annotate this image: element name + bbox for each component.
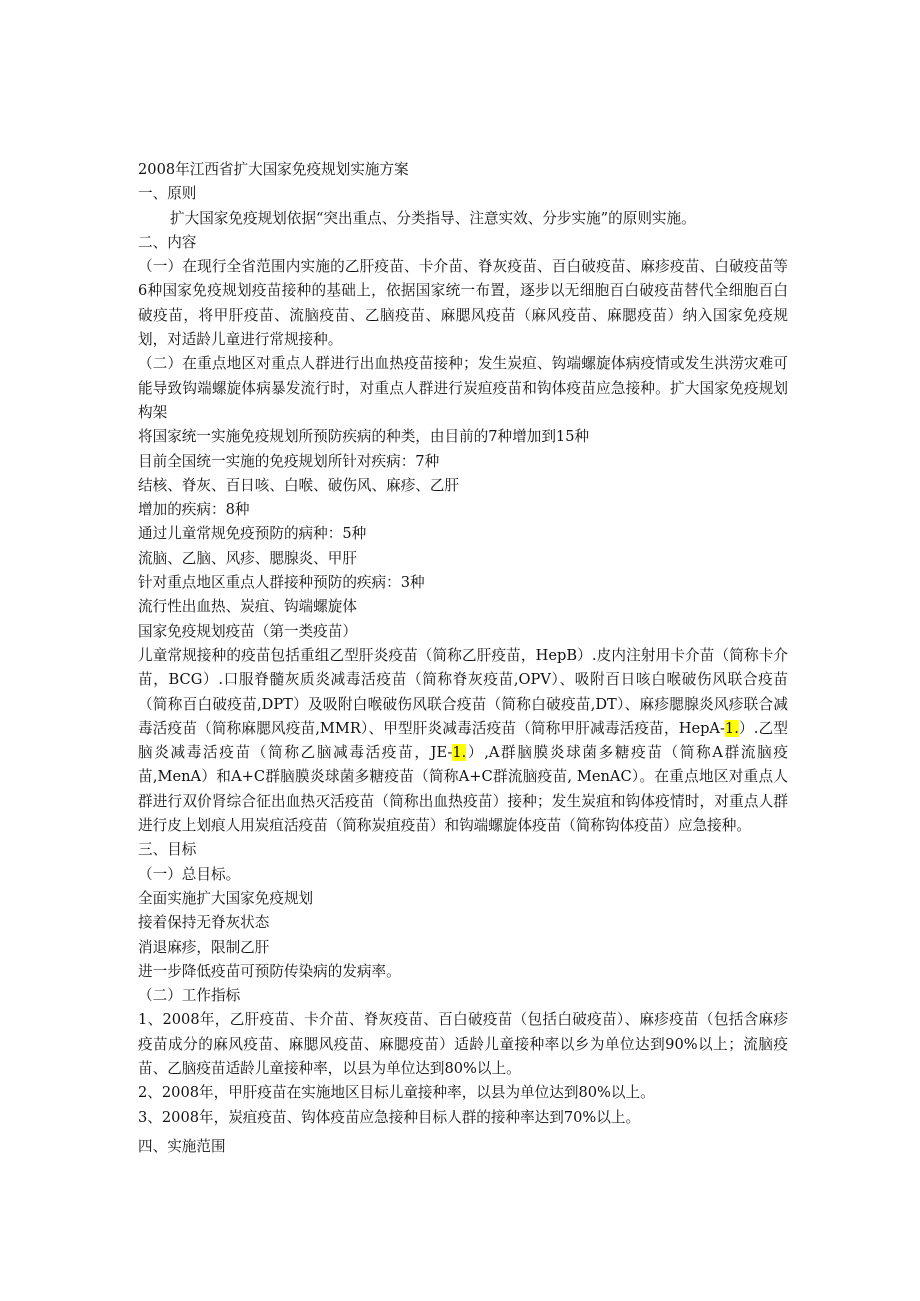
text-line: 通过儿童常规免疫预防的病种：5种	[138, 525, 367, 543]
section-heading-scope: 四、实施范围	[138, 1137, 226, 1155]
indicator-item: 2、2008年，甲肝疫苗在实施地区目标儿童接种率，以县为单位达到80%以上。	[138, 1084, 655, 1102]
text-line: 国家免疫规划疫苗（第一类疫苗）	[138, 622, 357, 640]
goal-line: 全面实施扩大国家免疫规划	[138, 889, 314, 907]
text-line: 流脑、乙脑、风疹、腮腺炎、甲肝	[138, 549, 357, 567]
indicator-item: 1、2008年，乙肝疫苗、卡介苗、脊灰疫苗、百白破疫苗（包括白破疫苗）、麻疹疫苗（包括含麻疹疫苗成分的麻风疫苗、麻腮风疫苗、麻腮疫苗）适龄儿童接种率以乡为单位达到90%以上；流脑疫苗、乙脑疫苗适龄儿童接种率，以县为单位达到80%以上。	[138, 1011, 788, 1077]
highlighted-text: 1.	[452, 744, 467, 762]
text-line: 目前全国统一实施的免疫规划所针对疾病：7种	[138, 452, 440, 470]
principles-text: 扩大国家免疫规划依据“突出重点、分类指导、注意实效、分步实施”的原则实施。	[170, 209, 696, 227]
document-title: 2008年江西省扩大国家免疫规划实施方案	[138, 161, 409, 178]
text-line: 结核、脊灰、百日咳、白喉、破伤风、麻疹、乙肝	[138, 476, 460, 494]
text-run: ）,A群脑膜炎球菌多糖疫苗（简称A群流脑疫苗,MenA）和A+C群脑膜炎球菌多糖疫苗（简称A+C群流脑疫苗, MenAC）。在重点地区对重点人群进行双价肾综合征出血热灭活疫苗（简称出血热疫苗）接种；发生炭疽和钩体疫情时，对重点人群进行皮上划痕人用炭疽活疫苗（简称炭疽疫苗）和钩端螺旋体疫苗（简称钩体疫苗）应急接种。	[138, 744, 788, 835]
text-line: 流行性出血热、炭疽、钩端螺旋体	[138, 598, 357, 616]
content-paragraph-1: （一）在现行全省范围内实施的乙肝疫苗、卡介苗、脊灰疫苗、百白破疫苗、麻疹疫苗、白破疫苗等6种国家免疫规划疫苗接种的基础上，依据国家统一布置，逐步以无细胞百白破疫苗替代全细胞百白破疫苗，将甲肝疫苗、流脑疫苗、乙脑疫苗、麻腮风疫苗（麻风疫苗、麻腮疫苗）纳入国家免疫规划，对适龄儿童进行常规接种。	[138, 258, 788, 349]
text-line: 针对重点地区重点人群接种预防的疾病：3种	[138, 574, 425, 592]
goal-line: 消退麻疹，限制乙肝	[138, 938, 270, 956]
vaccine-description-paragraph	[138, 644, 788, 838]
section-heading-goals: 三、目标	[138, 841, 197, 859]
text-line: 将国家统一实施免疫规划所预防疾病的种类，由目前的7种增加到15种	[138, 428, 590, 446]
text-line: 增加的疾病：8种	[138, 501, 250, 519]
goal-line: 进一步降低疫苗可预防传染病的发病率。	[138, 962, 401, 980]
text-run: 儿童常规接种的疫苗包括重组乙型肝炎疫苗（简称乙肝疫苗，HepB）.皮内注射用卡介苗（简称卡介苗，BCG）.口服脊髓灰质炎减毒活疫苗（简称脊灰疫苗,OPV）、吸附百日咳白喉破伤风联合疫苗（简称百白破疫苗,DPT）及吸附白喉破伤风联合疫苗（简称白破疫苗,DT）、麻疹腮腺炎风疹联合减毒活疫苗（简称麻腮风疫苗,MMR）、甲型肝炎减毒活疫苗（简称甲肝减毒活疫苗，HepA-	[138, 646, 788, 737]
highlighted-text: 1.	[724, 719, 739, 737]
subheading-work-indicators: （二）工作指标	[138, 987, 241, 1005]
section-heading-content: 二、内容	[138, 233, 197, 251]
text-run: ）.乙型脑炎减毒活疫苗（简称乙脑减毒活疫苗，JE-	[138, 719, 788, 762]
document-body	[138, 158, 788, 1159]
indicator-item: 3、2008年，炭疽疫苗、钩体疫苗应急接种目标人群的接种率达到70%以上。	[138, 1108, 641, 1126]
section-heading-principles: 一、原则	[138, 185, 197, 203]
subheading-overall-goal: （一）总目标。	[138, 865, 241, 883]
goal-line: 接着保持无脊灰状态	[138, 914, 270, 932]
content-paragraph-2: （二）在重点地区对重点人群进行出血热疫苗接种；发生炭疸、钩端螺旋体病疫情或发生洪涝灾难可能导致钩端螺旋体病暴发流行时，对重点人群进行炭疸疫苗和钩体疫苗应急接种。扩大国家免疫规划构架	[138, 355, 788, 421]
